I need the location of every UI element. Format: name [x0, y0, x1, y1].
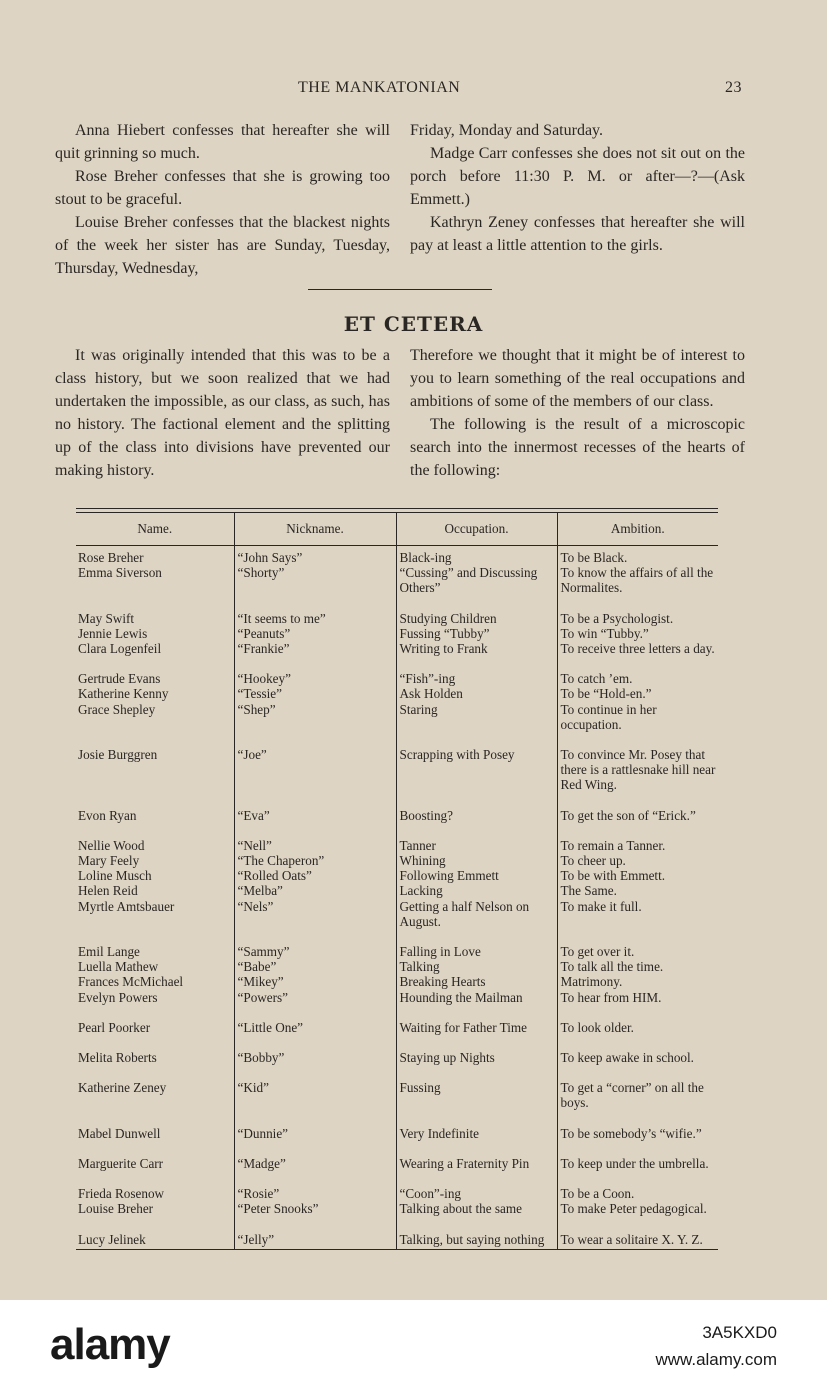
name-cell: Katherine Kenny: [78, 686, 169, 702]
ambition-cell: To keep under the umbrella.: [557, 1156, 718, 1186]
name-cell: Frances McMichael: [78, 974, 184, 990]
nickname-cell: “It seems to me”: [234, 611, 396, 626]
ambition-cell: To keep awake in school.: [557, 1050, 718, 1080]
section-divider: [308, 289, 492, 290]
nickname-cell: “Little One”: [234, 1020, 396, 1050]
table-row: [76, 546, 718, 566]
table-row: [76, 838, 718, 853]
nickname-cell: “Rosie”: [234, 1186, 396, 1201]
intro-paragraph: The following is the result of a microscopic search into the innermost recesses of the hearts of the following:: [410, 416, 745, 479]
occupation-cell: Ask Holden: [396, 686, 557, 701]
table-row: [76, 565, 718, 610]
table-row: [76, 1232, 718, 1250]
occupation-cell: Fussing “Tubby”: [396, 626, 557, 641]
name-cell: Luella Mathew: [78, 959, 159, 975]
nickname-cell: “Shep”: [234, 702, 396, 747]
name-cell: May Swift: [78, 610, 135, 626]
name-cell: Pearl Poorker: [78, 1019, 151, 1035]
table-row: [76, 959, 718, 974]
name-cell: Grace Shepley: [78, 701, 156, 717]
nickname-cell: “Bobby”: [234, 1050, 396, 1080]
image-id: 3A5KXD0: [702, 1323, 777, 1342]
column-header-occupation: Occupation.: [396, 513, 557, 546]
ambition-cell: To remain a Tanner.: [557, 838, 718, 853]
table-header-row: [76, 513, 718, 546]
table-row: [76, 1126, 718, 1156]
nickname-cell: “Nels”: [234, 899, 396, 944]
intro-right-column: [410, 344, 745, 482]
nickname-cell: “Dunnie”: [234, 1126, 396, 1156]
table-body: [76, 546, 718, 1250]
ambition-cell: To be a Coon.: [557, 1186, 718, 1201]
name-cell: Emma Siverson: [78, 565, 162, 581]
nickname-cell: “Mikey”: [234, 974, 396, 989]
name-cell: Lucy Jelinek: [76, 1232, 234, 1250]
ambition-cell: To be Black.: [557, 546, 718, 566]
occupation-cell: Wearing a Fraternity Pin: [396, 1156, 557, 1186]
watermark-logo: alamy: [50, 1320, 170, 1369]
ambition-cell: To be somebody’s “wifie.”: [557, 1126, 718, 1156]
nickname-cell: “Peter Snooks”: [234, 1201, 396, 1231]
watermark-url: www.alamy.com: [655, 1350, 777, 1369]
nickname-cell: “Rolled Oats”: [234, 868, 396, 883]
name-cell: Clara Logenfeil: [78, 641, 162, 657]
confessions-right-column: [410, 119, 745, 257]
table-row: [76, 1020, 718, 1050]
nickname-cell: “Melba”: [234, 883, 396, 898]
name-cell: Mabel Dunwell: [78, 1125, 161, 1141]
nickname-cell: “Madge”: [234, 1156, 396, 1186]
ambition-cell: To win “Tubby.”: [557, 626, 718, 641]
ambition-cell: The Same.: [557, 883, 718, 898]
name-cell: Josie Burggren: [78, 747, 158, 763]
table-row: [76, 1156, 718, 1186]
table-row: [76, 990, 718, 1020]
occupation-cell: Staring: [396, 702, 557, 747]
ambition-cell: To be with Emmett.: [557, 868, 718, 883]
ambition-cell: To get the son of “Erick.”: [557, 808, 718, 838]
occupation-cell: Hounding the Mailman: [396, 990, 557, 1020]
occupation-cell: Whining: [396, 853, 557, 868]
occupation-cell: Following Emmett: [396, 868, 557, 883]
ambition-cell: To be “Hold-en.”: [557, 686, 718, 701]
table-row: [76, 1186, 718, 1201]
ambition-cell: To cheer up.: [557, 853, 718, 868]
nickname-cell: “Powers”: [234, 990, 396, 1020]
nickname-cell: “Peanuts”: [234, 626, 396, 641]
table-row: [76, 853, 718, 868]
nickname-cell: “Frankie”: [234, 641, 396, 671]
name-cell: Helen Reid: [78, 883, 138, 899]
confessions-left-column: [55, 119, 390, 280]
nickname-cell: “Eva”: [234, 808, 396, 838]
ambition-cell: To hear from HIM.: [557, 990, 718, 1020]
ambition-cell: To make it full.: [557, 899, 718, 944]
occupation-cell: Breaking Hearts: [396, 974, 557, 989]
ambition-cell: To know the affairs of all the Normalites.: [557, 565, 718, 610]
name-cell: Louise Breher: [78, 1201, 154, 1217]
intro-left-column: [55, 344, 390, 482]
confession-paragraph: Kathryn Zeney confesses that hereafter she will pay at least a little attention to the girls.: [410, 214, 745, 254]
ambition-cell: To make Peter pedagogical.: [557, 1201, 718, 1231]
occupation-cell: “Fish”-ing: [396, 671, 557, 686]
name-cell: Nellie Wood: [78, 837, 145, 853]
ambition-cell: To talk all the time.: [557, 959, 718, 974]
table-row: [76, 611, 718, 626]
name-cell: Loline Musch: [78, 868, 152, 884]
occupation-cell: Very Indefinite: [396, 1126, 557, 1156]
occupation-cell: “Cussing” and Discussing Others”: [396, 565, 557, 610]
running-title: THE MANKATONIAN: [298, 79, 461, 96]
occupation-cell: Writing to Frank: [396, 641, 557, 671]
name-cell: Gertrude Evans: [78, 671, 161, 687]
name-cell: Emil Lange: [78, 944, 140, 960]
nickname-cell: “Nell”: [234, 838, 396, 853]
table-row: [76, 883, 718, 898]
name-cell: Katherine Zeney: [78, 1080, 167, 1096]
name-cell: Evon Ryan: [78, 807, 137, 823]
ambition-cell: To convince Mr. Posey that there is a rattlesnake hill near Red Wing.: [557, 747, 718, 808]
ambition-cell: To receive three letters a day.: [557, 641, 718, 671]
ambition-cell: To continue in her occupation.: [557, 702, 718, 747]
ambition-cell: To wear a solitaire X. Y. Z.: [557, 1232, 718, 1250]
occupation-cell: Talking, but saying nothing: [396, 1232, 557, 1250]
ambition-cell: To get over it.: [557, 944, 718, 959]
ambition-cell: To be a Psychologist.: [557, 611, 718, 626]
ambition-cell: To get a “corner” on all the boys.: [557, 1080, 718, 1125]
name-cell: Rose Breher: [78, 550, 144, 565]
intro-paragraph: It was originally intended that this was to be a class history, but we soon realized that we had undertaken the impossible, as our class, as such, has no history. The factional element and the splitting up of the class into divisions have prevented our making history.: [55, 347, 390, 479]
occupation-cell: Scrapping with Posey: [396, 747, 557, 808]
table-row: [76, 808, 718, 838]
nickname-cell: “John Says”: [234, 546, 396, 566]
occupation-cell: Staying up Nights: [396, 1050, 557, 1080]
page-number: 23: [725, 79, 742, 96]
confession-paragraph: Rose Breher confesses that she is growing too stout to be graceful.: [55, 168, 390, 208]
occupation-cell: Fussing: [396, 1080, 557, 1125]
occupation-cell: Talking about the same: [396, 1201, 557, 1231]
ambition-cell: To catch ’em.: [557, 671, 718, 686]
occupation-cell: Waiting for Father Time: [396, 1020, 557, 1050]
occupation-cell: Boosting?: [396, 808, 557, 838]
confession-paragraph: Friday, Monday and Saturday.: [410, 122, 603, 139]
occupation-cell: “Coon”-ing: [396, 1186, 557, 1201]
table-row: [76, 974, 718, 989]
table-row: [76, 899, 718, 944]
confession-paragraph: Madge Carr confesses she does not sit out on the porch before 11:30 P. M. or after—?—(Ask Emmett.): [410, 145, 745, 208]
nickname-cell: “The Chaperon”: [234, 853, 396, 868]
table-row: [76, 1050, 718, 1080]
ambition-cell: To look older.: [557, 1020, 718, 1050]
nickname-cell: “Hookey”: [234, 671, 396, 686]
occupation-cell: Getting a half Nelson on August.: [396, 899, 557, 944]
nickname-cell: “Tessie”: [234, 686, 396, 701]
nickname-cell: “Jelly”: [234, 1232, 396, 1250]
nickname-cell: “Kid”: [234, 1080, 396, 1125]
ambition-cell: Matrimony.: [557, 974, 718, 989]
name-cell: Marguerite Carr: [78, 1155, 164, 1171]
column-header-ambition: Ambition.: [557, 513, 718, 546]
table-row: [76, 641, 718, 671]
occupation-cell: Lacking: [396, 883, 557, 898]
occupations-table: [76, 512, 718, 1250]
occupation-cell: Tanner: [396, 838, 557, 853]
table-row: [76, 944, 718, 959]
intro-paragraph: Therefore we thought that it might be of interest to you to learn something of the real occupations and ambitions of some of the members of our class.: [410, 347, 745, 410]
occupation-cell: Studying Children: [396, 611, 557, 626]
table-row: [76, 747, 718, 808]
confession-paragraph: Anna Hiebert confesses that hereafter she will quit grinning so much.: [55, 122, 390, 162]
table-row: [76, 702, 718, 747]
occupation-cell: Talking: [396, 959, 557, 974]
table-row: [76, 1080, 718, 1125]
occupation-cell: Black-ing: [396, 546, 557, 566]
name-cell: Frieda Rosenow: [78, 1186, 165, 1202]
table-row: [76, 868, 718, 883]
name-cell: Mary Feely: [78, 853, 140, 869]
nickname-cell: “Shorty”: [234, 565, 396, 610]
confession-paragraph: Louise Breher confesses that the blackest nights of the week her sister has are Sunday, Tuesday, Thursday, Wednesday,: [55, 214, 390, 277]
name-cell: Evelyn Powers: [78, 989, 158, 1005]
table-row: [76, 1201, 718, 1231]
name-cell: Myrtle Amtsbauer: [78, 898, 175, 914]
nickname-cell: “Joe”: [234, 747, 396, 808]
column-header-name: Name.: [76, 513, 234, 546]
section-title: ET CETERA: [343, 312, 484, 336]
table-top-rule: [76, 508, 718, 509]
occupation-cell: Falling in Love: [396, 944, 557, 959]
table-row: [76, 686, 718, 701]
column-header-nickname: Nickname.: [234, 513, 396, 546]
name-cell: Melita Roberts: [78, 1050, 157, 1066]
nickname-cell: “Sammy”: [234, 944, 396, 959]
nickname-cell: “Babe”: [234, 959, 396, 974]
table-row: [76, 626, 718, 641]
table-row: [76, 671, 718, 686]
name-cell: Jennie Lewis: [78, 625, 148, 641]
